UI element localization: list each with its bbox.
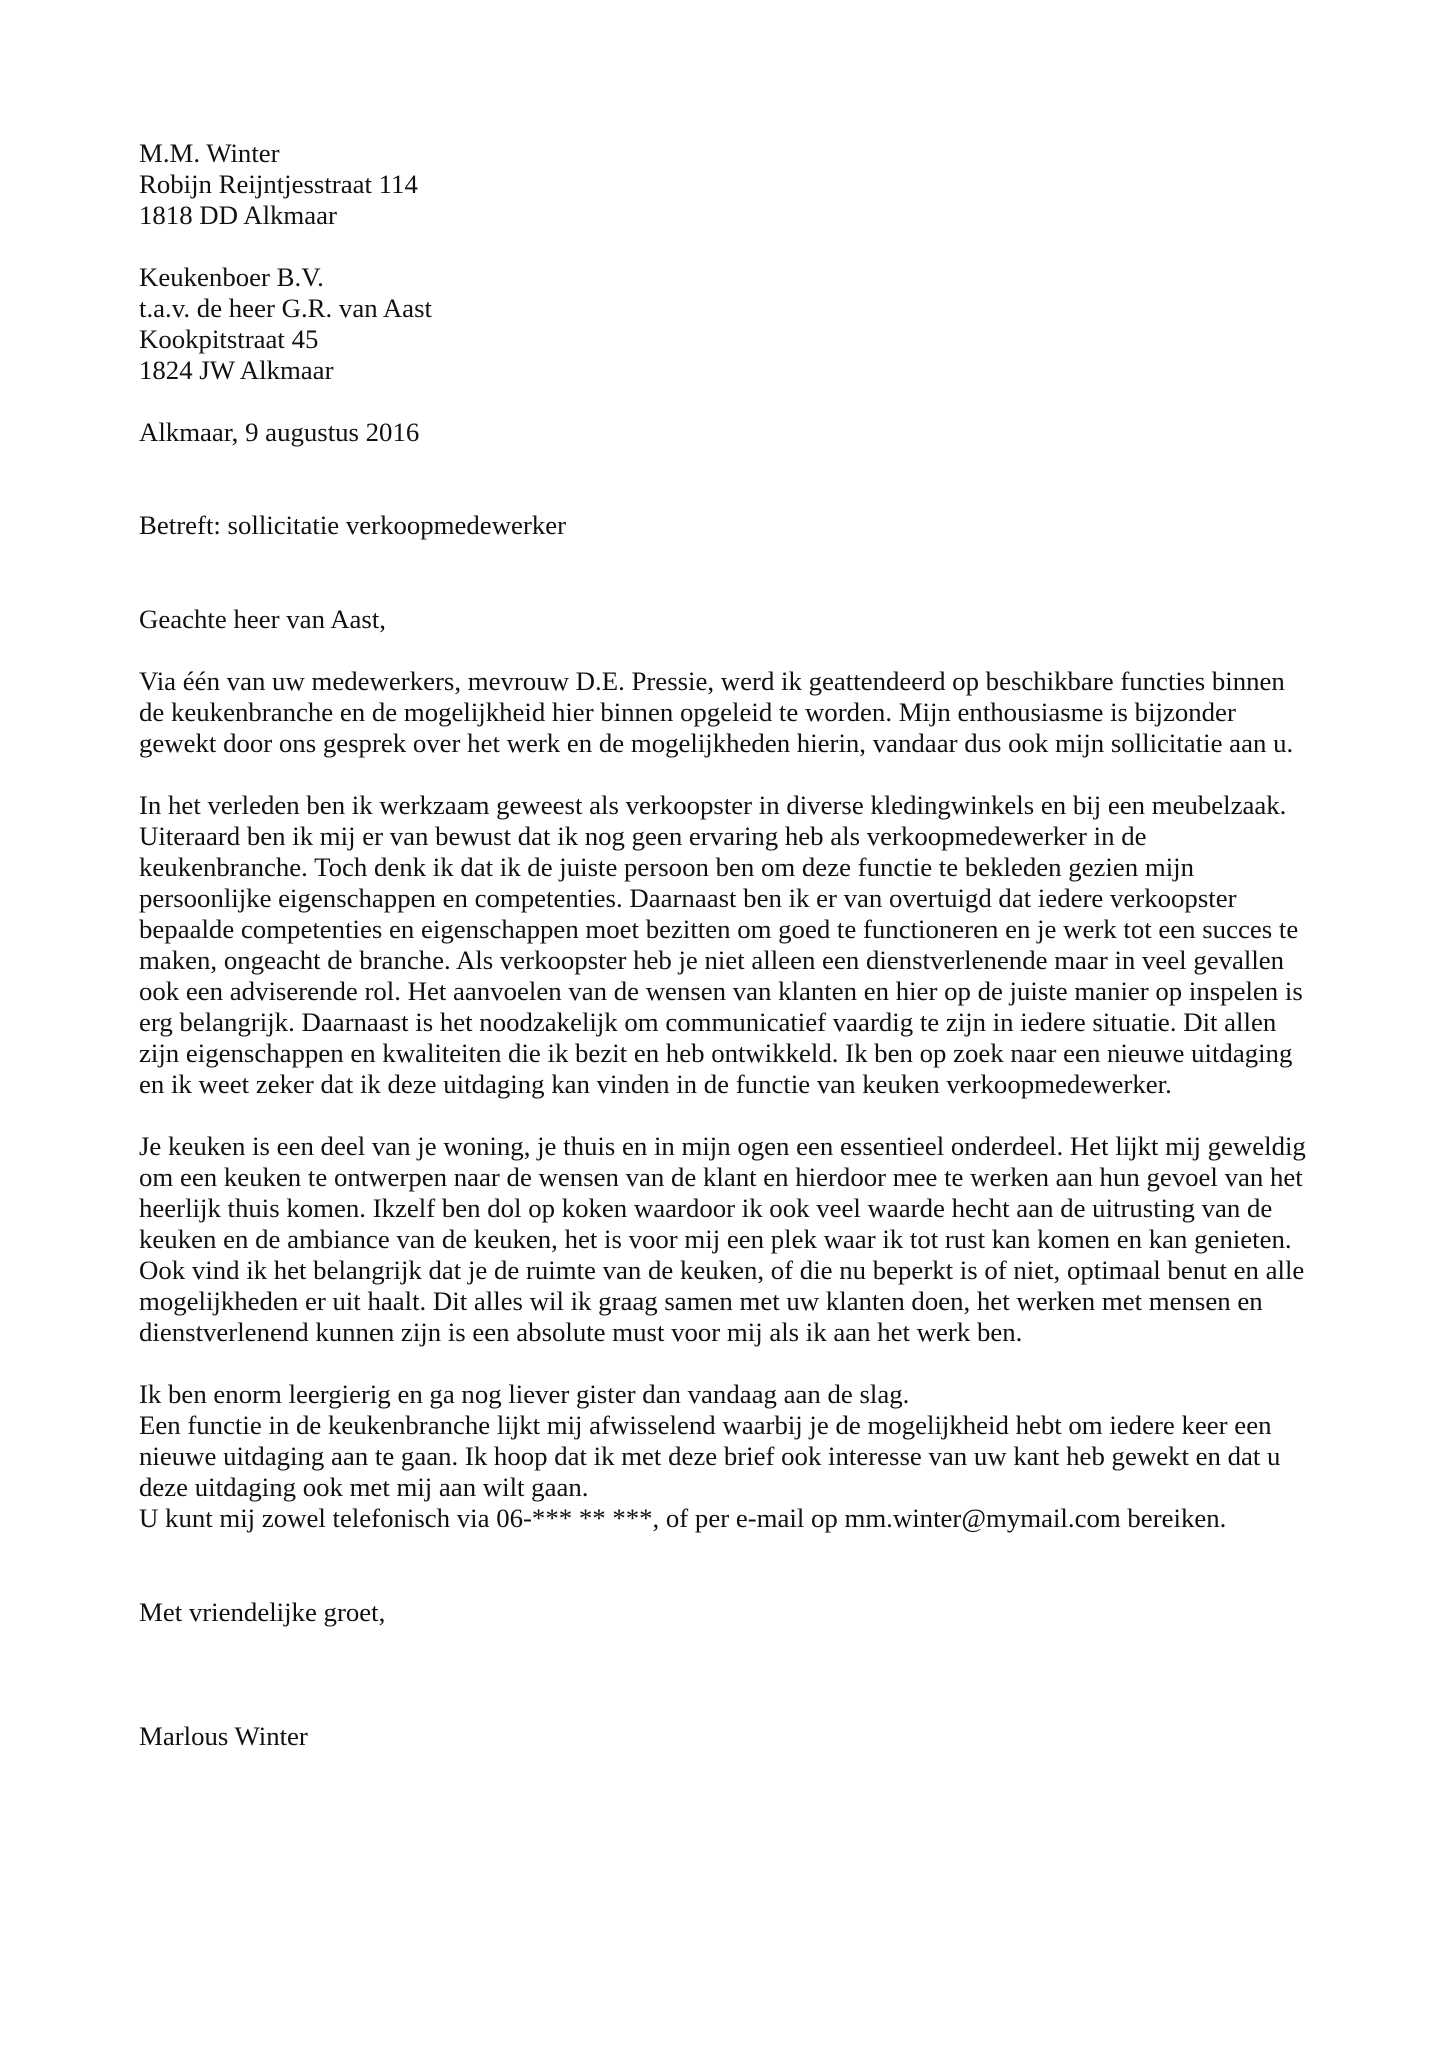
sender-name: M.M. Winter <box>139 138 280 168</box>
salutation: Geachte heer van Aast, <box>139 603 387 634</box>
paragraph-line: heerlijk thuis komen. Ikzelf ben dol op koken waardoor ik ook veel waarde hecht aan de uitrusting van de <box>139 1193 1273 1224</box>
paragraph-line: Je keuken is een deel van je woning, je thuis en in mijn ogen een essentieel onderdeel. Het lijkt mij geweldig <box>139 1131 1306 1162</box>
paragraph-line: In het verleden ben ik werkzaam geweest als verkoopster in diverse kledingwinkels en bij een meubelzaak. <box>139 789 1287 820</box>
paragraph-line: keukenbranche. Toch denk ik dat ik de juiste persoon ben om deze functie te bekleden gezien mijn <box>139 851 1194 882</box>
paragraph-line: maken, ongeacht de branche. Als verkoopster heb je niet alleen een dienstverlenende maar in veel gevallen <box>139 944 1285 975</box>
paragraph-1 <box>139 666 1306 759</box>
letter-date-block <box>139 417 1306 448</box>
signature-name: Marlous Winter <box>139 1720 308 1751</box>
contact-line: U kunt mij zowel telefonisch via 06-*** ** ***, of per e-mail op mm.winter@mymail.com bereiken. <box>139 1503 1227 1534</box>
paragraph-line: de keukenbranche en de mogelijkheid hier binnen opgeleid te worden. Mijn enthousiasme is bijzonder <box>139 696 1236 727</box>
sender-city: 1818 DD Alkmaar <box>139 200 337 231</box>
letter-subject-block <box>139 510 1306 541</box>
paragraph-4 <box>139 1379 1306 1534</box>
sender-address <box>139 138 1306 231</box>
letter-subject: Betreft: sollicitatie verkoopmedewerker <box>139 510 567 541</box>
salutation-block <box>139 604 1306 635</box>
paragraph-line: om een keuken te ontwerpen naar de wensen van de klant en hierdoor mee te werken aan hun gevoel van het <box>139 1162 1303 1193</box>
recipient-company: Keukenboer B.V. <box>139 262 324 293</box>
paragraph-line: persoonlijke eigenschappen en competenties. Daarnaast ben ik er van overtuigd dat iedere verkoopster <box>139 882 1237 913</box>
paragraph-line: bepaalde competenties en eigenschappen moet bezitten om goed te functioneren en je werk tot een succes te <box>139 913 1299 944</box>
paragraph-line: Via één van uw medewerkers, mevrouw D.E. Pressie, werd ik geattendeerd op beschikbare functies binnen <box>139 665 1285 696</box>
paragraph-line: erg belangrijk. Daarnaast is het noodzakelijk om communicatief vaardig te zijn in iedere situatie. Dit allen <box>139 1006 1277 1037</box>
signature-block <box>139 1721 1306 1752</box>
paragraph-line: Ook vind ik het belangrijk dat je de ruimte van de keuken, of die nu beperkt is of niet, optimaal benut en alle <box>139 1255 1305 1286</box>
recipient-city: 1824 JW Alkmaar <box>139 355 334 386</box>
paragraph-line: Een functie in de keukenbranche lijkt mij afwisselend waarbij je de mogelijkheid hebt om iedere keer een <box>139 1410 1272 1441</box>
sender-street: Robijn Reijntjesstraat 114 <box>139 169 418 200</box>
letter-body <box>139 138 1306 1752</box>
closing: Met vriendelijke groet, <box>139 1596 386 1627</box>
paragraph-2 <box>139 790 1306 1100</box>
recipient-address <box>139 262 1306 386</box>
paragraph-line: keuken en de ambiance van de keuken, het is voor mij een plek waar ik tot rust kan komen en kan genieten. <box>139 1224 1292 1255</box>
paragraph-line: zijn eigenschappen en kwaliteiten die ik bezit en heb ontwikkeld. Ik ben op zoek naar een nieuwe uitdaging <box>139 1037 1293 1068</box>
closing-block <box>139 1597 1306 1628</box>
paragraph-line: en ik weet zeker dat ik deze uitdaging kan vinden in de functie van keuken verkoopmedewerker. <box>139 1068 1172 1099</box>
paragraph-line: gewekt door ons gesprek over het werk en de mogelijkheden hierin, vandaar dus ook mijn sollicitatie aan u. <box>139 727 1294 758</box>
paragraph-line: ook een adviserende rol. Het aanvoelen van de wensen van klanten en hier op de juiste manier op inspelen is <box>139 975 1303 1006</box>
paragraph-line: mogelijkheden er uit haalt. Dit alles wil ik graag samen met uw klanten doen, het werken met mensen en <box>139 1286 1263 1317</box>
paragraph-line: Uiteraard ben ik mij er van bewust dat ik nog geen ervaring heb als verkoopmedewerker in de <box>139 820 1147 851</box>
paragraph-line: Ik ben enorm leergierig en ga nog liever gister dan vandaag aan de slag. <box>139 1379 910 1410</box>
paragraph-line: nieuwe uitdaging aan te gaan. Ik hoop dat ik met deze brief ook interesse van uw kant heb gewekt en dat u <box>139 1441 1281 1472</box>
paragraph-line: dienstverlenend kunnen zijn is een absolute must voor mij als ik aan het werk ben. <box>139 1317 1023 1348</box>
paragraph-3 <box>139 1131 1306 1348</box>
recipient-attention: t.a.v. de heer G.R. van Aast <box>139 293 432 324</box>
letter-date: Alkmaar, 9 augustus 2016 <box>139 417 420 448</box>
recipient-street: Kookpitstraat 45 <box>139 324 319 355</box>
paragraph-line: deze uitdaging ook met mij aan wilt gaan. <box>139 1472 589 1503</box>
